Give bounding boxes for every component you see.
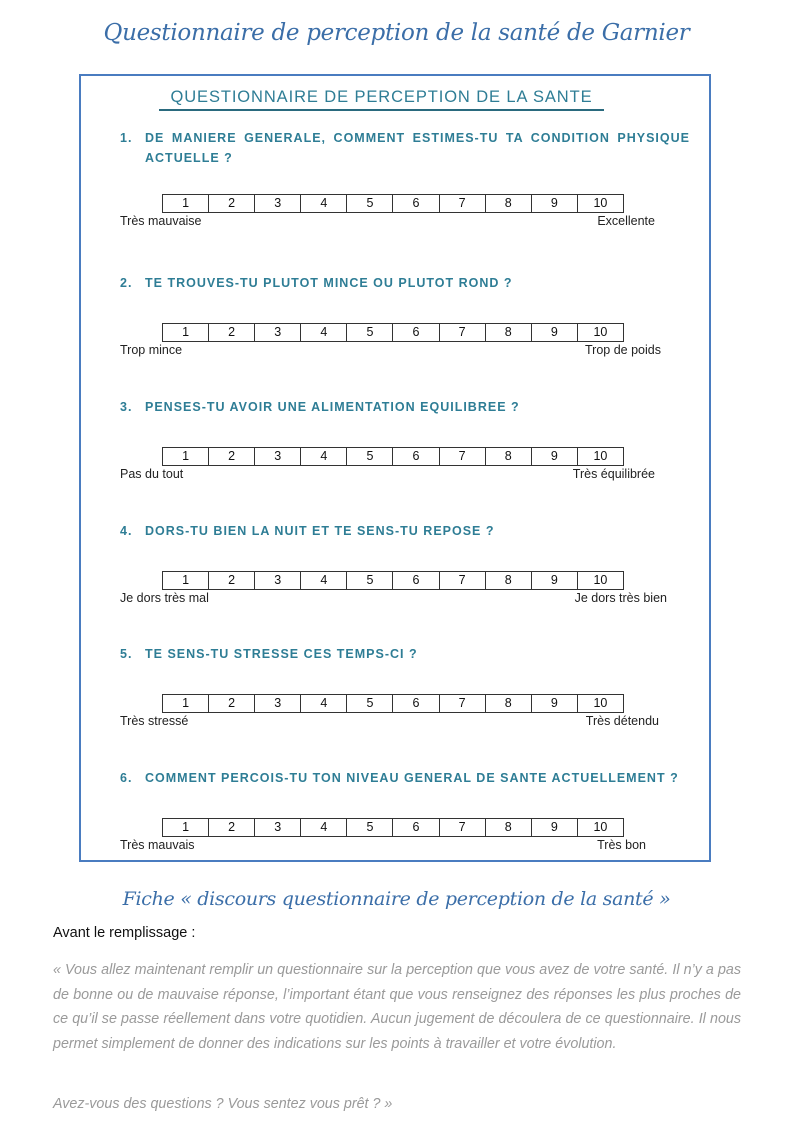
rating-option-8[interactable]: 8 <box>486 448 532 465</box>
question-text <box>120 397 690 417</box>
scale-low-label: Très mauvaise <box>120 214 202 228</box>
question-label: PENSES-TU AVOIR UNE ALIMENTATION EQUILIBREE ? <box>145 400 520 414</box>
scale-low-label: Pas du tout <box>120 467 184 481</box>
rating-option-10[interactable]: 10 <box>593 573 608 587</box>
scale-high-label: Très équilibrée <box>572 467 655 481</box>
rating-option-9[interactable]: 9 <box>532 695 578 712</box>
rating-option-10[interactable]: 10 <box>593 196 608 210</box>
rating-option-6[interactable]: 6 <box>393 324 439 341</box>
rating-option-2[interactable]: 2 <box>209 448 255 465</box>
rating-option-7[interactable]: 7 <box>440 819 486 836</box>
questionnaire-box <box>79 74 711 862</box>
section-heading: Avant le remplissage : <box>53 925 196 941</box>
question-number: 2. <box>120 276 133 290</box>
rating-scale <box>162 194 624 213</box>
discourse-question: Avez-vous des questions ? Vous sentez vous prêt ? » <box>53 1096 393 1112</box>
rating-option-7[interactable]: 7 <box>440 695 486 712</box>
rating-option-1[interactable]: 1 <box>163 324 209 341</box>
scale-high-label: Je dors très bien <box>574 591 667 605</box>
question-number: 6. <box>120 771 133 785</box>
question-number: 5. <box>120 647 133 661</box>
rating-option-1[interactable]: 1 <box>163 695 209 712</box>
question-number: 4. <box>120 524 133 538</box>
rating-option-5[interactable]: 5 <box>347 572 393 589</box>
rating-option-9[interactable]: 9 <box>532 572 578 589</box>
rating-option-5[interactable]: 5 <box>347 819 393 836</box>
rating-option-6[interactable]: 6 <box>393 448 439 465</box>
rating-option-6[interactable]: 6 <box>393 819 439 836</box>
rating-option-7[interactable]: 7 <box>440 448 486 465</box>
rating-option-7[interactable]: 7 <box>440 324 486 341</box>
page-title: Questionnaire de perception de la santé de Garnier <box>103 20 690 46</box>
rating-option-2[interactable]: 2 <box>209 572 255 589</box>
scale-low-label: Très mauvais <box>120 838 195 852</box>
scale-low-label: Je dors très mal <box>120 591 209 605</box>
question-text <box>120 273 690 293</box>
question-label: DORS-TU BIEN LA NUIT ET TE SENS-TU REPOSE ? <box>145 524 495 538</box>
scale-low-label: Très stressé <box>120 714 189 728</box>
rating-option-2[interactable]: 2 <box>209 819 255 836</box>
rating-option-7[interactable]: 7 <box>440 195 486 212</box>
scale-low-label: Trop mince <box>120 343 183 357</box>
scale-high-label: Excellente <box>597 214 655 228</box>
rating-option-10[interactable]: 10 <box>593 696 608 710</box>
scale-high-label: Trop de poids <box>585 343 661 357</box>
rating-option-6[interactable]: 6 <box>393 695 439 712</box>
rating-option-4[interactable]: 4 <box>301 195 347 212</box>
questionnaire-title: QUESTIONNAIRE DE PERCEPTION DE LA SANTE <box>159 87 604 111</box>
rating-option-9[interactable]: 9 <box>532 324 578 341</box>
question-label: TE TROUVES-TU PLUTOT MINCE OU PLUTOT ROND ? <box>145 276 513 290</box>
rating-option-3[interactable]: 3 <box>255 195 301 212</box>
rating-option-4[interactable]: 4 <box>301 572 347 589</box>
rating-option-1[interactable]: 1 <box>163 819 209 836</box>
rating-option-3[interactable]: 3 <box>255 819 301 836</box>
rating-option-1[interactable]: 1 <box>163 572 209 589</box>
rating-scale <box>162 571 624 590</box>
question-text <box>120 521 690 541</box>
rating-option-3[interactable]: 3 <box>255 448 301 465</box>
question-label: DE MANIERE GENERALE, COMMENT ESTIMES-TU TA CONDITION PHYSIQUE ACTUELLE ? <box>145 131 690 165</box>
rating-option-6[interactable]: 6 <box>393 572 439 589</box>
rating-option-5[interactable]: 5 <box>347 695 393 712</box>
rating-option-3[interactable]: 3 <box>255 695 301 712</box>
rating-option-9[interactable]: 9 <box>532 819 578 836</box>
discourse-paragraph: « Vous allez maintenant remplir un questionnaire sur la perception que vous avez de votre santé. Il n’y a pas de bonne ou de mauvaise réponse, l’important étant que vous renseignez des réponses les plus proches de ce qu’il se passe réellement dans votre quotidien. Aucun jugement de découlera de ce questionnaire. Il nous permet simplement de donner des indications sur les points à travailler et votre évolution. <box>53 962 741 1052</box>
question-label: COMMENT PERCOIS-TU TON NIVEAU GENERAL DE SANTE ACTUELLEMENT ? <box>145 771 679 785</box>
rating-option-2[interactable]: 2 <box>209 695 255 712</box>
question-number: 3. <box>120 400 133 414</box>
rating-option-8[interactable]: 8 <box>486 572 532 589</box>
rating-option-7[interactable]: 7 <box>440 572 486 589</box>
question-number: 1. <box>120 131 133 145</box>
rating-option-10[interactable]: 10 <box>593 820 608 834</box>
rating-option-1[interactable]: 1 <box>163 195 209 212</box>
rating-option-4[interactable]: 4 <box>301 324 347 341</box>
question-text <box>120 768 690 788</box>
rating-option-9[interactable]: 9 <box>532 448 578 465</box>
question-text <box>120 644 690 664</box>
rating-option-9[interactable]: 9 <box>532 195 578 212</box>
rating-option-4[interactable]: 4 <box>301 448 347 465</box>
discourse-title: Fiche « discours questionnaire de perception de la santé » <box>122 888 671 910</box>
rating-option-2[interactable]: 2 <box>209 195 255 212</box>
rating-option-5[interactable]: 5 <box>347 324 393 341</box>
rating-option-8[interactable]: 8 <box>486 324 532 341</box>
rating-scale <box>162 694 624 713</box>
rating-option-5[interactable]: 5 <box>347 448 393 465</box>
rating-option-5[interactable]: 5 <box>347 195 393 212</box>
rating-scale <box>162 447 624 466</box>
rating-option-4[interactable]: 4 <box>301 695 347 712</box>
rating-option-2[interactable]: 2 <box>209 324 255 341</box>
rating-option-4[interactable]: 4 <box>301 819 347 836</box>
rating-option-8[interactable]: 8 <box>486 695 532 712</box>
question-label: TE SENS-TU STRESSE CES TEMPS-CI ? <box>145 647 418 661</box>
scale-high-label: Très détendu <box>585 714 659 728</box>
rating-option-8[interactable]: 8 <box>486 819 532 836</box>
question-text <box>120 128 690 168</box>
rating-option-10[interactable]: 10 <box>593 325 608 339</box>
rating-option-8[interactable]: 8 <box>486 195 532 212</box>
rating-option-1[interactable]: 1 <box>163 448 209 465</box>
rating-scale <box>162 818 624 837</box>
rating-option-10[interactable]: 10 <box>593 449 608 463</box>
rating-scale <box>162 323 624 342</box>
scale-high-label: Très bon <box>597 838 646 852</box>
rating-option-3[interactable]: 3 <box>255 572 301 589</box>
rating-option-6[interactable]: 6 <box>393 195 439 212</box>
rating-option-3[interactable]: 3 <box>255 324 301 341</box>
